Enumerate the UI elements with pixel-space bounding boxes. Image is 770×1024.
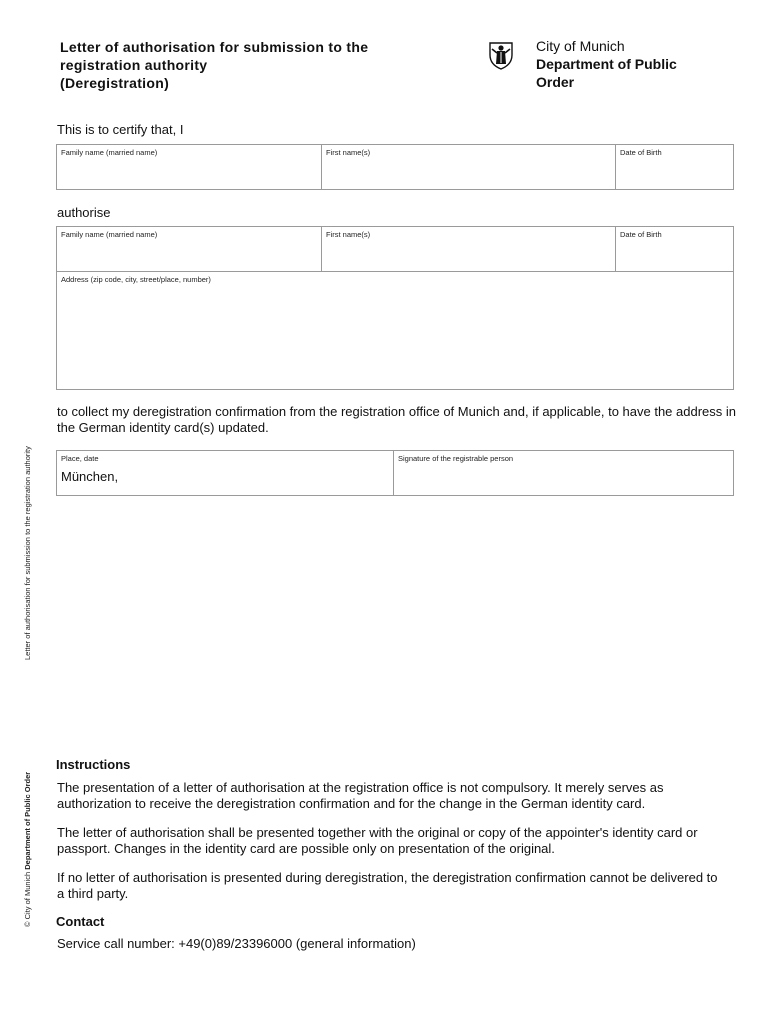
authorise-intro: authorise [57,205,111,220]
document-title [60,38,460,92]
instructions-paragraph-3: If no letter of authorisation is presented during deregistration, the deregistration confirmation cannot be delivered to a third party. [57,870,718,901]
purpose-text: to collect my deregistration confirmation from the registration office of Munich and, if applicable, to have the address in the German identity card(s) updated. [57,404,737,435]
appointer-dob-field[interactable] [616,145,734,190]
title-line-1: Letter of authorisation for submission to the [60,39,369,55]
side-copyright [23,742,33,927]
address-label: Address (zip code, city, street/place, number) [61,275,211,284]
title-line-3: (Deregistration) [60,75,170,91]
signature-label: Signature of the registrable person [398,454,514,463]
title-line-2: registration authority [60,57,208,73]
authorised-person-table [56,226,734,390]
instructions-paragraph-1: The presentation of a letter of authorisation at the registration office is not compulsory. It merely serves as authorization to receive the deregistration confirmation and for the change in the German identity card. [57,780,664,811]
dob-label: Date of Birth [620,230,662,239]
appointer-family-name-field[interactable] [57,145,322,190]
signature-field[interactable] [394,451,734,496]
contact-title: Contact [56,914,105,929]
side-form-name: Letter of authorisation for submission to the registration authority [23,446,32,660]
department-name [536,55,736,91]
place-date-value: München, [61,469,119,484]
department-line-1: Department of Public [536,56,677,72]
instructions-paragraph-2: The letter of authorisation shall be presented together with the original or copy of the appointer's identity card or passport. Changes in the identity card are possible only on presentation of the original. [57,825,698,856]
instructions-title: Instructions [56,757,131,772]
department-line-2: Order [536,74,575,90]
family-name-label: Family name (married name) [61,230,158,239]
copyright-department: Department of Public Order [23,771,32,870]
signature-table [56,450,734,496]
appointer-table [56,144,734,190]
munich-coat-of-arms-icon [487,40,515,70]
place-date-label: Place, date [61,454,99,463]
appointer-first-name-field[interactable] [322,145,616,190]
dob-label: Date of Birth [620,148,662,157]
first-name-label: First name(s) [326,148,371,157]
authorised-first-name-field[interactable] [322,227,616,272]
service-call-number: Service call number: +49(0)89/23396000 (general information) [57,936,416,951]
certify-intro: This is to certify that, I [57,122,184,137]
first-name-label: First name(s) [326,230,371,239]
place-date-field[interactable] [57,451,394,496]
authorised-dob-field[interactable] [616,227,734,272]
city-name: City of Munich [536,38,625,54]
authorised-family-name-field[interactable] [57,227,322,272]
copyright-prefix: © City of Munich [23,871,32,927]
family-name-label: Family name (married name) [61,148,158,157]
address-field[interactable] [57,272,734,390]
